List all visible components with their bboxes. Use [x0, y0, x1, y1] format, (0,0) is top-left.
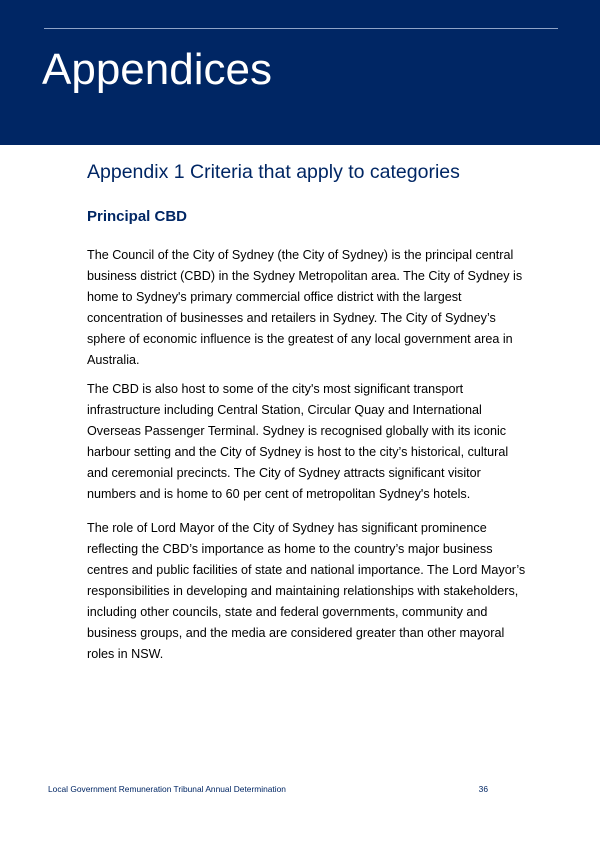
body-paragraph: The role of Lord Mayor of the City of Sydney has significant prominence reflecting the CBD’s importance as home to the country’s major business centres and public facilities of state and national importance. The Lord Mayor’s responsibilities in developing and maintaining relationships with stakeholders, including other councils, state and federal governments, community and business groups, and the media are considered greater than other mayoral roles in NSW. [87, 521, 526, 661]
appendix-heading: Appendix 1 Criteria that apply to categories [87, 161, 460, 183]
page-footer [48, 784, 488, 795]
body-paragraph: The Council of the City of Sydney (the City of Sydney) is the principal central business district (CBD) in the Sydney Metropolitan area. The City of Sydney is home to Sydney's primary commercial office district with the largest concentration of businesses and retailers in Sydney. The City of Sydney’s sphere of economic influence is the greatest of any local government area in Australia. [87, 248, 523, 367]
footer-document-title: Local Government Remuneration Tribunal Annual Determination [48, 784, 286, 794]
section-heading: Principal CBD [87, 208, 188, 225]
body-paragraph: The CBD is also host to some of the city's most significant transport infrastructure including Central Station, Circular Quay and International Overseas Passenger Terminal. Sydney is recognised globally with its iconic harbour setting and the City of Sydney is host to the city’s historical, cultural and ceremonial precincts. The City of Sydney attracts significant visitor numbers and is home to 60 per cent of metropolitan Sydney's hotels. [87, 382, 509, 501]
footer-page-number: 36 [478, 784, 488, 794]
title-banner [0, 0, 600, 145]
banner-divider [44, 28, 558, 29]
page-title: Appendices [42, 45, 272, 94]
